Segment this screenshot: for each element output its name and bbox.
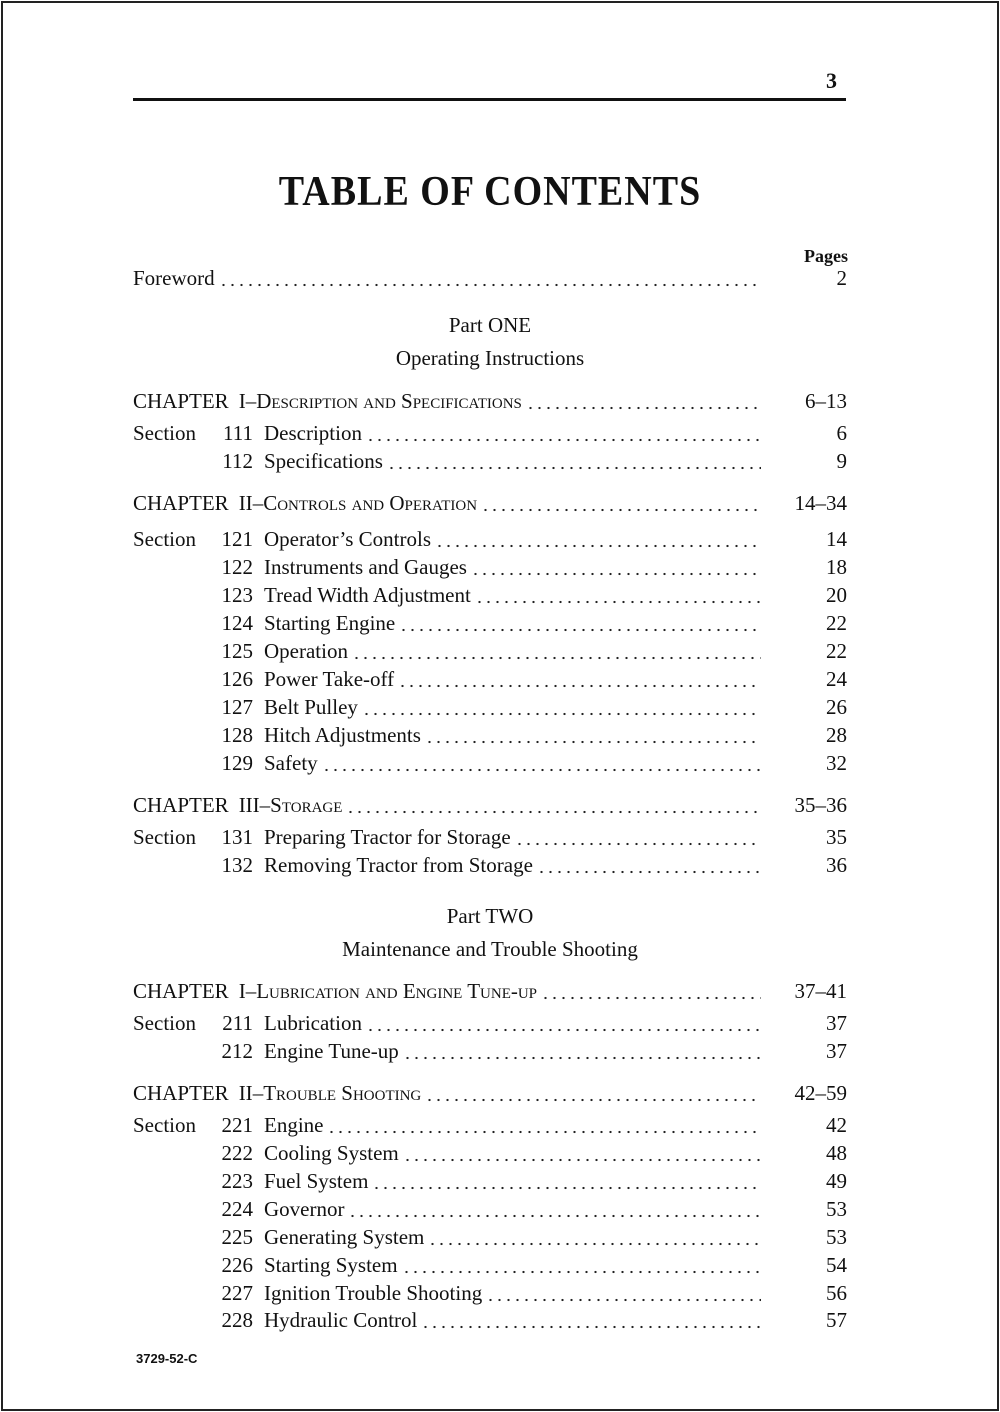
entry-title: Belt Pulley [264, 695, 358, 719]
toc-section[interactable] [133, 1281, 847, 1307]
row-label: CHAPTER [133, 389, 229, 413]
section-number: 125 [221, 639, 253, 663]
dash: – [259, 793, 271, 817]
page-ref: 49 [826, 1169, 847, 1193]
entry-title: Ignition Trouble Shooting [264, 1281, 483, 1305]
dot-leader [219, 283, 761, 287]
section-number: 122 [221, 555, 253, 579]
chapter-numeral: I [238, 389, 246, 413]
dot-leader [322, 768, 761, 772]
page-ref: 26 [826, 695, 847, 719]
dot-leader [526, 406, 761, 410]
section-number: 225 [221, 1225, 253, 1249]
toc-chapter[interactable] [133, 793, 847, 819]
dash: – [245, 389, 257, 413]
row-label: Section [133, 825, 196, 849]
entry-title: Hitch Adjustments [264, 723, 421, 747]
section-number: 129 [221, 751, 253, 775]
chapter-numeral: II [238, 1081, 253, 1105]
part-heading: Part TWO [446, 904, 534, 928]
entry-title: Hydraulic Control [264, 1308, 418, 1332]
section-number: 121 [221, 527, 253, 551]
page-ref: 32 [826, 751, 847, 775]
section-number: 126 [221, 667, 253, 691]
toc-section[interactable] [133, 421, 847, 447]
dot-leader [403, 1056, 761, 1060]
page-ref: 6–13 [805, 389, 847, 413]
toc-section[interactable] [133, 527, 847, 553]
row-label: CHAPTER [133, 491, 229, 515]
dot-leader [327, 1130, 761, 1134]
entry-title: Operation [264, 639, 348, 663]
page-title: TABLE OF CONTENTS [278, 168, 702, 216]
chapter-numeral: I [238, 979, 246, 1003]
toc-section[interactable] [133, 825, 847, 851]
page-ref: 56 [826, 1281, 847, 1305]
page-ref: 24 [826, 667, 847, 691]
entry-title: Instruments and Gauges [264, 555, 467, 579]
entry-title: Engine [264, 1113, 324, 1137]
section-number: 227 [221, 1281, 253, 1305]
toc-section[interactable] [133, 1253, 847, 1279]
page-ref: 22 [826, 611, 847, 635]
entry-title: Fuel System [264, 1169, 369, 1193]
page-ref: 36 [826, 853, 847, 877]
dash: – [245, 979, 257, 1003]
dot-leader [346, 810, 761, 814]
section-number: 127 [221, 695, 253, 719]
section-number: 132 [221, 853, 253, 877]
entry-title: Starting Engine [264, 611, 396, 635]
page-ref: 28 [826, 723, 847, 747]
entry-title: Foreword [133, 266, 215, 290]
entry-title: Preparing Tractor for Storage [264, 825, 511, 849]
pages-column-header: Pages [804, 246, 848, 266]
toc-section[interactable] [133, 639, 847, 665]
toc-section[interactable] [133, 1039, 847, 1065]
entry-title: Description [264, 421, 362, 445]
toc-section[interactable] [133, 853, 847, 879]
page-ref: 2 [836, 266, 847, 290]
page-ref: 53 [826, 1197, 847, 1221]
dot-leader [372, 1186, 761, 1190]
section-number: 112 [222, 449, 253, 473]
section-number: 212 [221, 1039, 253, 1063]
toc-section[interactable] [133, 1011, 847, 1037]
page-ref: 6 [836, 421, 847, 445]
dot-leader [425, 1098, 761, 1102]
dot-leader [352, 656, 761, 660]
entry-title: Storage [270, 793, 343, 817]
dot-leader [362, 712, 761, 716]
section-number: 131 [221, 825, 253, 849]
page-ref: 57 [826, 1308, 847, 1332]
dot-leader [428, 1242, 761, 1246]
toc-section[interactable] [133, 695, 847, 721]
page-ref: 35 [826, 825, 847, 849]
entry-title: Governor [264, 1197, 345, 1221]
page-ref: 37 [826, 1011, 847, 1035]
toc-chapter[interactable] [133, 491, 847, 517]
entry-title: Power Take-off [264, 667, 395, 691]
section-number: 222 [221, 1141, 253, 1165]
dot-leader [421, 1325, 761, 1329]
dot-leader [435, 544, 761, 548]
section-number: 223 [221, 1169, 253, 1193]
entry-title: Safety [264, 751, 318, 775]
dot-leader [541, 996, 761, 1000]
entry-title: Starting System [264, 1253, 398, 1277]
dot-leader [348, 1214, 761, 1218]
page-ref: 14–34 [794, 491, 847, 515]
page-ref: 37–41 [794, 979, 847, 1003]
entry-title: Specifications [264, 449, 383, 473]
toc-section[interactable] [133, 1197, 847, 1223]
toc-section[interactable] [133, 1113, 847, 1139]
chapter-numeral: II [238, 491, 253, 515]
page-ref: 20 [826, 583, 847, 607]
page-ref: 54 [826, 1253, 847, 1277]
page-ref: 53 [826, 1225, 847, 1249]
toc-chapter[interactable] [133, 389, 847, 415]
toc-section[interactable] [133, 449, 847, 475]
toc-section[interactable] [133, 583, 847, 609]
section-number: 211 [222, 1011, 253, 1035]
chapter-numeral: III [238, 793, 260, 817]
row-label: CHAPTER [133, 979, 229, 1003]
section-number: 128 [221, 723, 253, 747]
toc-section[interactable] [133, 667, 847, 693]
entry-title: Removing Tractor from Storage [264, 853, 533, 877]
entry-title: Trouble Shooting [263, 1081, 422, 1105]
entry-title: Operator’s Controls [264, 527, 432, 551]
dot-leader [537, 870, 761, 874]
dash: – [252, 491, 264, 515]
page-number: 3 [826, 68, 837, 93]
row-label: Section [133, 1011, 196, 1035]
page-ref: 18 [826, 555, 847, 579]
dot-leader [471, 572, 761, 576]
toc-section[interactable] [133, 555, 847, 581]
page-ref: 9 [836, 449, 847, 473]
part-subtitle: Operating Instructions [395, 346, 585, 370]
dot-leader [425, 740, 761, 744]
dot-leader [475, 600, 761, 604]
toc-section[interactable] [133, 723, 847, 749]
row-label: CHAPTER [133, 1081, 229, 1105]
section-number: 224 [221, 1197, 253, 1221]
row-label: CHAPTER [133, 793, 229, 817]
header-rule [133, 98, 846, 101]
dot-leader [481, 508, 761, 512]
toc-section[interactable] [133, 611, 847, 637]
page-ref: 22 [826, 639, 847, 663]
page-ref: 35–36 [794, 793, 847, 817]
section-number: 228 [221, 1308, 253, 1332]
toc-chapter[interactable] [133, 1081, 847, 1107]
toc-section[interactable] [133, 1225, 847, 1251]
dot-leader [403, 1158, 761, 1162]
section-number: 111 [223, 421, 253, 445]
row-label: Section [133, 421, 196, 445]
dot-leader [387, 466, 761, 470]
entry-title: Lubrication [264, 1011, 362, 1035]
entry-title: Cooling System [264, 1141, 399, 1165]
entry-title: Lubrication and Engine Tune-up [256, 979, 538, 1003]
page-ref: 48 [826, 1141, 847, 1165]
footer-code: 3729-52-C [136, 1351, 198, 1366]
row-label: Section [133, 527, 196, 551]
section-number: 123 [221, 583, 253, 607]
part-subtitle: Maintenance and Trouble Shooting [342, 937, 638, 961]
part-heading: Part ONE [448, 313, 532, 337]
row-label: Section [133, 1113, 196, 1137]
toc-chapter[interactable] [133, 979, 847, 1005]
page-ref: 42–59 [794, 1081, 847, 1105]
dot-leader [366, 438, 761, 442]
section-number: 124 [221, 611, 253, 635]
entry-title: Generating System [264, 1225, 425, 1249]
toc-entry-foreword[interactable] [133, 266, 847, 292]
dot-leader [402, 1270, 761, 1274]
entry-title: Controls and Operation [263, 491, 478, 515]
page-ref: 14 [826, 527, 847, 551]
dot-leader [399, 628, 761, 632]
entry-title: Engine Tune-up [264, 1039, 399, 1063]
dot-leader [398, 684, 761, 688]
entry-title: Description and Specifications [256, 389, 522, 413]
dot-leader [515, 842, 761, 846]
dot-leader [486, 1298, 761, 1302]
entry-title: Tread Width Adjustment [264, 583, 471, 607]
toc-section[interactable] [133, 1141, 847, 1167]
section-number: 226 [221, 1253, 253, 1277]
dash: – [252, 1081, 264, 1105]
toc-section[interactable] [133, 1169, 847, 1195]
page-ref: 37 [826, 1039, 847, 1063]
toc-section[interactable] [133, 751, 847, 777]
section-number: 221 [221, 1113, 253, 1137]
dot-leader [366, 1028, 761, 1032]
toc-section[interactable] [133, 1308, 847, 1334]
page-ref: 42 [826, 1113, 847, 1137]
